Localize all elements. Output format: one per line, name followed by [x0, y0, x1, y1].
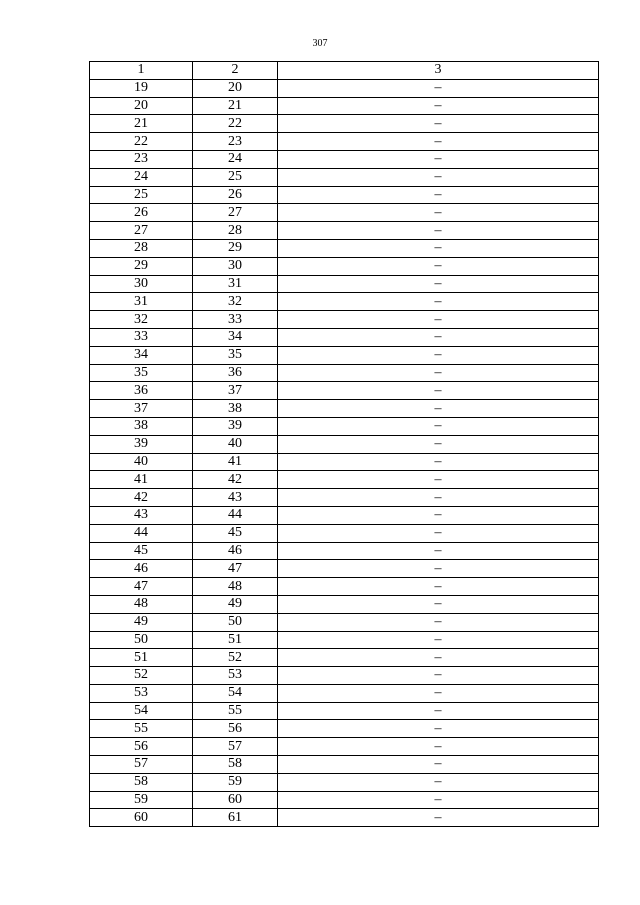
table-cell-col-3: –: [278, 453, 599, 471]
table-row: [90, 773, 599, 791]
table-cell-col-1: 22: [90, 133, 193, 151]
table-cell-col-2: 50: [193, 613, 278, 631]
table-cell-col-2: 38: [193, 400, 278, 418]
table-cell-col-3: –: [278, 471, 599, 489]
table-cell-col-3: –: [278, 364, 599, 382]
table-cell-col-2: 59: [193, 773, 278, 791]
table-cell-col-1: 51: [90, 649, 193, 667]
table-cell-col-2: 45: [193, 524, 278, 542]
table-cell-col-3: –: [278, 417, 599, 435]
table-row: [90, 809, 599, 827]
table-cell-col-3: –: [278, 133, 599, 151]
table-cell-col-1: 47: [90, 578, 193, 596]
table-cell-col-1: 19: [90, 79, 193, 97]
table-cell-col-3: –: [278, 649, 599, 667]
table-cell-col-3: –: [278, 97, 599, 115]
table-cell-col-2: 20: [193, 79, 278, 97]
table-cell-col-1: 27: [90, 222, 193, 240]
table-row: [90, 702, 599, 720]
table-cell-col-1: 43: [90, 506, 193, 524]
header-row: [90, 62, 599, 80]
table-row: [90, 311, 599, 329]
table-cell-col-1: 33: [90, 328, 193, 346]
table-row: [90, 595, 599, 613]
table-cell-col-2: 46: [193, 542, 278, 560]
table-cell-col-1: 42: [90, 489, 193, 507]
page-number: 307: [312, 38, 328, 49]
table-cell-col-1: 41: [90, 471, 193, 489]
table-row: [90, 168, 599, 186]
table-cell-col-2: 49: [193, 595, 278, 613]
table-cell-col-2: 25: [193, 168, 278, 186]
table-cell-col-3: –: [278, 311, 599, 329]
table-cell-col-3: –: [278, 150, 599, 168]
table-cell-col-1: 28: [90, 239, 193, 257]
table-cell-col-2: 32: [193, 293, 278, 311]
table-cell-col-2: 41: [193, 453, 278, 471]
table-cell-col-1: 45: [90, 542, 193, 560]
table-cell-col-2: 51: [193, 631, 278, 649]
table-cell-col-2: 48: [193, 578, 278, 596]
table-cell-col-1: 30: [90, 275, 193, 293]
table-row: [90, 506, 599, 524]
table-row: [90, 79, 599, 97]
table-cell-col-3: –: [278, 756, 599, 774]
table-cell-col-3: –: [278, 524, 599, 542]
table-row: [90, 684, 599, 702]
table-cell-col-3: –: [278, 631, 599, 649]
table-cell-col-1: 44: [90, 524, 193, 542]
table-cell-col-1: 34: [90, 346, 193, 364]
table-cell-col-3: –: [278, 275, 599, 293]
table-row: [90, 756, 599, 774]
column-header-3: 3: [278, 62, 599, 80]
table-cell-col-2: 56: [193, 720, 278, 738]
table-cell-col-3: –: [278, 773, 599, 791]
table-cell-col-2: 37: [193, 382, 278, 400]
table-cell-col-3: –: [278, 239, 599, 257]
table-body: [90, 79, 599, 826]
table-cell-col-1: 52: [90, 667, 193, 685]
table-cell-col-3: –: [278, 115, 599, 133]
table-cell-col-2: 26: [193, 186, 278, 204]
table-row: [90, 667, 599, 685]
table-cell-col-3: –: [278, 204, 599, 222]
table-row: [90, 150, 599, 168]
table-cell-col-3: –: [278, 578, 599, 596]
table-row: [90, 791, 599, 809]
table-row: [90, 435, 599, 453]
table-row: [90, 453, 599, 471]
table-cell-col-3: –: [278, 720, 599, 738]
table-row: [90, 239, 599, 257]
table-row: [90, 738, 599, 756]
table-cell-col-2: 42: [193, 471, 278, 489]
table-cell-col-1: 55: [90, 720, 193, 738]
table-cell-col-2: 35: [193, 346, 278, 364]
table-cell-col-3: –: [278, 613, 599, 631]
table-cell-col-3: –: [278, 595, 599, 613]
table-cell-col-2: 36: [193, 364, 278, 382]
table-cell-col-3: –: [278, 506, 599, 524]
data-table: [89, 61, 599, 827]
table-cell-col-1: 25: [90, 186, 193, 204]
table-row: [90, 293, 599, 311]
table-cell-col-2: 52: [193, 649, 278, 667]
table-header: [90, 62, 599, 80]
table-row: [90, 649, 599, 667]
table-cell-col-3: –: [278, 702, 599, 720]
table-cell-col-1: 59: [90, 791, 193, 809]
table-row: [90, 346, 599, 364]
table-row: [90, 204, 599, 222]
table-cell-col-1: 24: [90, 168, 193, 186]
table-row: [90, 631, 599, 649]
table-cell-col-3: –: [278, 560, 599, 578]
table-cell-col-1: 46: [90, 560, 193, 578]
table-cell-col-2: 58: [193, 756, 278, 774]
table-cell-col-2: 39: [193, 417, 278, 435]
table-row: [90, 524, 599, 542]
table-cell-col-2: 43: [193, 489, 278, 507]
table-row: [90, 417, 599, 435]
table-cell-col-3: –: [278, 186, 599, 204]
table-cell-col-3: –: [278, 435, 599, 453]
table-cell-col-1: 26: [90, 204, 193, 222]
table-cell-col-1: 40: [90, 453, 193, 471]
table-cell-col-3: –: [278, 328, 599, 346]
table-cell-col-1: 54: [90, 702, 193, 720]
table-cell-col-1: 29: [90, 257, 193, 275]
table-cell-col-3: –: [278, 222, 599, 240]
table-cell-col-2: 55: [193, 702, 278, 720]
table-cell-col-3: –: [278, 382, 599, 400]
table-row: [90, 257, 599, 275]
table-cell-col-2: 31: [193, 275, 278, 293]
table-row: [90, 542, 599, 560]
table-cell-col-2: 34: [193, 328, 278, 346]
table-row: [90, 560, 599, 578]
table-row: [90, 578, 599, 596]
table-row: [90, 328, 599, 346]
table-cell-col-3: –: [278, 400, 599, 418]
table-cell-col-1: 32: [90, 311, 193, 329]
table-cell-col-3: –: [278, 489, 599, 507]
table-row: [90, 115, 599, 133]
table-row: [90, 97, 599, 115]
table-cell-col-3: –: [278, 684, 599, 702]
table-cell-col-2: 60: [193, 791, 278, 809]
table-row: [90, 613, 599, 631]
table-cell-col-1: 58: [90, 773, 193, 791]
table-cell-col-1: 20: [90, 97, 193, 115]
table-cell-col-1: 31: [90, 293, 193, 311]
table-cell-col-2: 24: [193, 150, 278, 168]
table-cell-col-2: 30: [193, 257, 278, 275]
column-header-2: 2: [193, 62, 278, 80]
table-cell-col-2: 33: [193, 311, 278, 329]
table-cell-col-1: 53: [90, 684, 193, 702]
table-cell-col-1: 60: [90, 809, 193, 827]
table-cell-col-3: –: [278, 667, 599, 685]
table-cell-col-3: –: [278, 79, 599, 97]
table-row: [90, 400, 599, 418]
table-cell-col-1: 21: [90, 115, 193, 133]
table-cell-col-3: –: [278, 168, 599, 186]
table-row: [90, 720, 599, 738]
table-cell-col-3: –: [278, 738, 599, 756]
table-cell-col-2: 22: [193, 115, 278, 133]
table-cell-col-2: 54: [193, 684, 278, 702]
table-cell-col-2: 29: [193, 239, 278, 257]
table-cell-col-2: 57: [193, 738, 278, 756]
table-cell-col-1: 38: [90, 417, 193, 435]
table-cell-col-2: 40: [193, 435, 278, 453]
table-cell-col-3: –: [278, 346, 599, 364]
table-row: [90, 222, 599, 240]
table-cell-col-1: 36: [90, 382, 193, 400]
table-cell-col-2: 21: [193, 97, 278, 115]
table-row: [90, 382, 599, 400]
table-cell-col-2: 44: [193, 506, 278, 524]
table-row: [90, 133, 599, 151]
table-cell-col-2: 28: [193, 222, 278, 240]
table-cell-col-3: –: [278, 257, 599, 275]
column-header-1: 1: [90, 62, 193, 80]
table-cell-col-3: –: [278, 542, 599, 560]
table-cell-col-2: 47: [193, 560, 278, 578]
table-cell-col-3: –: [278, 809, 599, 827]
table-row: [90, 489, 599, 507]
table-cell-col-1: 56: [90, 738, 193, 756]
table-row: [90, 364, 599, 382]
table-row: [90, 275, 599, 293]
table-cell-col-1: 57: [90, 756, 193, 774]
table-cell-col-1: 48: [90, 595, 193, 613]
table-cell-col-3: –: [278, 791, 599, 809]
table-cell-col-1: 39: [90, 435, 193, 453]
table-cell-col-1: 35: [90, 364, 193, 382]
table-row: [90, 471, 599, 489]
table-cell-col-1: 23: [90, 150, 193, 168]
table-cell-col-1: 49: [90, 613, 193, 631]
table-cell-col-1: 50: [90, 631, 193, 649]
table-cell-col-2: 61: [193, 809, 278, 827]
table-cell-col-2: 23: [193, 133, 278, 151]
table-cell-col-2: 53: [193, 667, 278, 685]
table-cell-col-2: 27: [193, 204, 278, 222]
table-cell-col-1: 37: [90, 400, 193, 418]
table-row: [90, 186, 599, 204]
table-cell-col-3: –: [278, 293, 599, 311]
